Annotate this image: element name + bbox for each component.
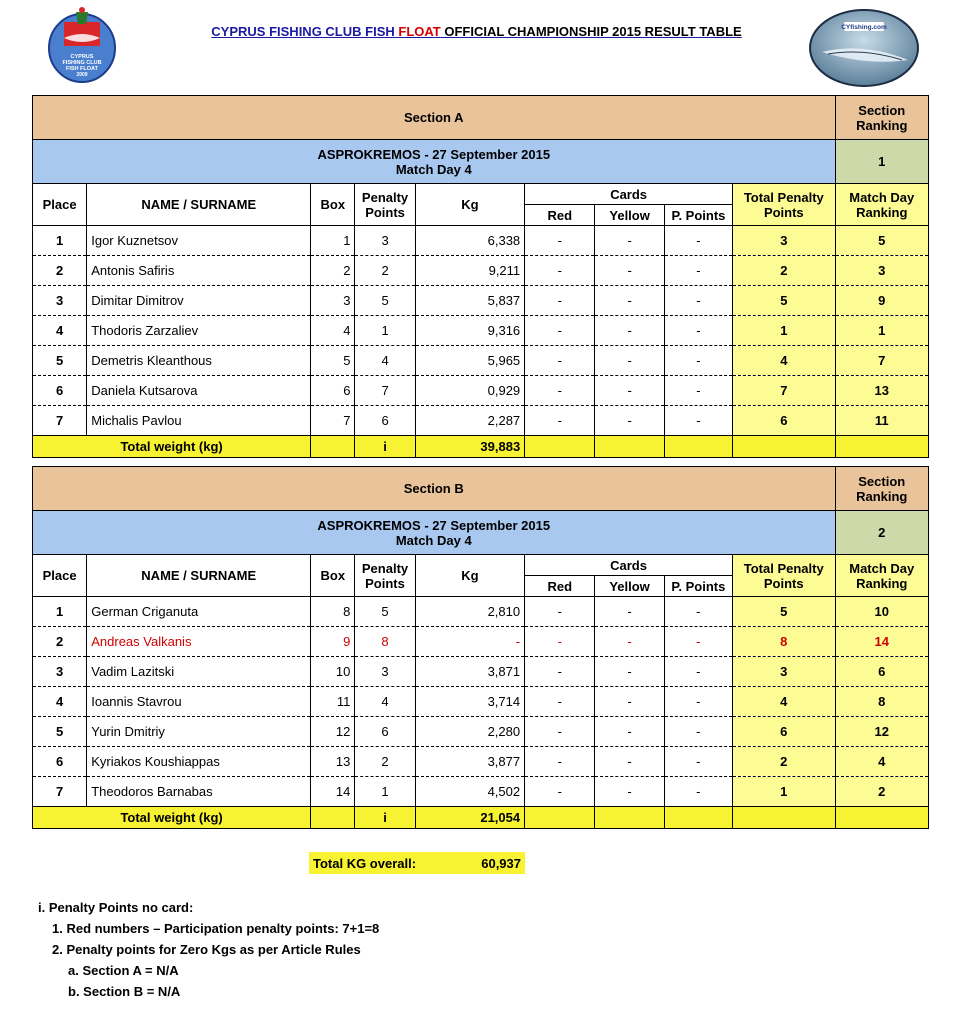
- place: 6: [33, 376, 87, 406]
- total-weight-note: i: [355, 807, 415, 829]
- col-header-yellow: Yellow: [595, 576, 664, 597]
- competitor-name: Thodoris Zarzaliev: [87, 316, 311, 346]
- red-card: -: [525, 747, 595, 777]
- card-points: -: [664, 346, 732, 376]
- place: 1: [33, 226, 87, 256]
- competitor-name: Antonis Safiris: [87, 256, 311, 286]
- red-card: -: [525, 657, 595, 687]
- box-number: 10: [311, 657, 355, 687]
- yellow-card: -: [595, 226, 664, 256]
- competitor-name: Demetris Kleanthous: [87, 346, 311, 376]
- penalty-points: 3: [355, 657, 415, 687]
- col-header-kg: Kg: [415, 555, 524, 597]
- match-day-ranking: 6: [835, 657, 929, 687]
- match-day-ranking: 10: [835, 597, 929, 627]
- box-number: 12: [311, 717, 355, 747]
- total-weight-box: [311, 436, 355, 458]
- card-points: -: [664, 687, 732, 717]
- col-header-name: NAME / SURNAME: [87, 555, 311, 597]
- card-points: -: [664, 256, 732, 286]
- box-number: 8: [311, 597, 355, 627]
- section-table: [32, 466, 929, 829]
- yellow-card: -: [595, 406, 664, 436]
- competitor-name: Yurin Dmitriy: [87, 717, 311, 747]
- total-penalty-points: 2: [733, 747, 836, 777]
- penalty-points: 6: [355, 717, 415, 747]
- red-card: -: [525, 226, 595, 256]
- yellow-card: -: [595, 286, 664, 316]
- table-row: [33, 316, 929, 346]
- total-penalty-points: 4: [733, 687, 836, 717]
- yellow-card: -: [595, 346, 664, 376]
- page-title: CYPRUS FISHING CLUB FISH FLOAT OFFICIAL CHAMPIONSHIP 2015 RESULT TABLE: [211, 24, 742, 39]
- competitor-name: Igor Kuznetsov: [87, 226, 311, 256]
- col-header-cards: Cards: [525, 184, 733, 205]
- total-penalty-points: 1: [733, 777, 836, 807]
- box-number: 1: [311, 226, 355, 256]
- red-card: -: [525, 406, 595, 436]
- box-number: 4: [311, 316, 355, 346]
- match-day-ranking: 8: [835, 687, 929, 717]
- card-points: -: [664, 226, 732, 256]
- total-weight-yellow: [595, 436, 664, 458]
- table-row: [33, 777, 929, 807]
- venue: ASPROKREMOS - 27 September 2015: [317, 146, 551, 162]
- table-row: [33, 687, 929, 717]
- place: 7: [33, 777, 87, 807]
- notes-item: 2. Penalty points for Zero Kgs as per Article Rules: [52, 942, 361, 957]
- notes-subitem: b. Section B = N/A: [68, 984, 181, 999]
- place: 2: [33, 256, 87, 286]
- table-row: [33, 717, 929, 747]
- red-card: -: [525, 316, 595, 346]
- section-ranking-header: Section Ranking: [835, 96, 928, 140]
- table-row: [33, 376, 929, 406]
- col-header-p-points: P. Points: [664, 205, 732, 226]
- col-header-penalty: Penalty Points: [355, 184, 415, 226]
- card-points: -: [664, 717, 732, 747]
- weight-kg: 2,810: [415, 597, 524, 627]
- total-penalty-points: 4: [733, 346, 835, 376]
- red-card: -: [525, 376, 595, 406]
- place: 5: [33, 717, 87, 747]
- place: 2: [33, 627, 87, 657]
- total-kg-overall: [309, 852, 525, 874]
- yellow-card: -: [595, 627, 664, 657]
- match-day-ranking: 1: [835, 316, 928, 346]
- yellow-card: -: [595, 687, 664, 717]
- competitor-name: Daniela Kutsarova: [87, 376, 311, 406]
- total-weight-pp: [664, 436, 732, 458]
- total-penalty-points: 5: [733, 597, 836, 627]
- red-card: -: [525, 627, 595, 657]
- match-day-ranking: 13: [835, 376, 928, 406]
- penalty-points: 2: [355, 747, 415, 777]
- total-weight-box: [311, 807, 355, 829]
- competitor-name: German Criganuta: [87, 597, 311, 627]
- penalty-points: 2: [355, 256, 415, 286]
- svg-text:CYPRUS: CYPRUS: [70, 54, 94, 60]
- match-day-ranking: 2: [835, 777, 929, 807]
- table-row: [33, 406, 929, 436]
- card-points: -: [664, 597, 732, 627]
- col-header-red: Red: [525, 576, 595, 597]
- total-weight-value: 21,054: [415, 807, 524, 829]
- match-day-ranking: 12: [835, 717, 929, 747]
- col-header-cards: Cards: [525, 555, 733, 576]
- red-card: -: [525, 777, 595, 807]
- card-points: -: [664, 777, 732, 807]
- col-header-yellow: Yellow: [595, 205, 664, 226]
- red-card: -: [525, 687, 595, 717]
- weight-kg: 4,502: [415, 777, 524, 807]
- red-card: -: [525, 346, 595, 376]
- competitor-name: Kyriakos Koushiappas: [87, 747, 311, 777]
- box-number: 2: [311, 256, 355, 286]
- box-number: 6: [311, 376, 355, 406]
- yellow-card: -: [595, 376, 664, 406]
- match-day-ranking: 4: [835, 747, 929, 777]
- section-name: Section A: [33, 96, 836, 140]
- red-card: -: [525, 256, 595, 286]
- card-points: -: [664, 316, 732, 346]
- notes-subitem: a. Section A = N/A: [68, 963, 179, 978]
- penalty-points: 7: [355, 376, 415, 406]
- col-header-kg: Kg: [415, 184, 524, 226]
- card-points: -: [664, 406, 732, 436]
- box-number: 14: [311, 777, 355, 807]
- competitor-name: Andreas Valkanis: [87, 627, 311, 657]
- total-weight-red: [525, 807, 595, 829]
- place: 5: [33, 346, 87, 376]
- total-weight-red: [525, 436, 595, 458]
- place: 1: [33, 597, 87, 627]
- yellow-card: -: [595, 777, 664, 807]
- card-points: -: [664, 657, 732, 687]
- col-header-total-penalty: Total Penalty Points: [733, 184, 835, 226]
- competitor-name: Vadim Lazitski: [87, 657, 311, 687]
- total-weight-total: [733, 436, 835, 458]
- weight-kg: 6,338: [415, 226, 524, 256]
- penalty-points: 5: [355, 286, 415, 316]
- svg-text:FISHING CLUB: FISHING CLUB: [62, 60, 102, 66]
- box-number: 7: [311, 406, 355, 436]
- total-penalty-points: 6: [733, 717, 836, 747]
- section-ranking-value: 1: [835, 140, 928, 184]
- yellow-card: -: [595, 597, 664, 627]
- section-table: [32, 95, 929, 458]
- box-number: 11: [311, 687, 355, 717]
- card-points: -: [664, 627, 732, 657]
- total-penalty-points: 3: [733, 226, 835, 256]
- penalty-points: 3: [355, 226, 415, 256]
- penalty-points: 6: [355, 406, 415, 436]
- box-number: 5: [311, 346, 355, 376]
- penalty-points: 4: [355, 346, 415, 376]
- yellow-card: -: [595, 256, 664, 286]
- total-weight-total: [733, 807, 836, 829]
- section-ranking-value: 2: [835, 511, 929, 555]
- col-header-p-points: P. Points: [664, 576, 732, 597]
- total-penalty-points: 6: [733, 406, 835, 436]
- match-day-ranking: 3: [835, 256, 928, 286]
- total-penalty-points: 1: [733, 316, 835, 346]
- weight-kg: 3,871: [415, 657, 524, 687]
- weight-kg: 9,211: [415, 256, 524, 286]
- competitor-name: Ioannis Stavrou: [87, 687, 311, 717]
- match-day: Match Day 4: [395, 161, 472, 177]
- section-name: Section B: [33, 467, 836, 511]
- total-penalty-points: 2: [733, 256, 835, 286]
- col-header-penalty: Penalty Points: [355, 555, 415, 597]
- box-number: 9: [311, 627, 355, 657]
- total-weight-rank: [835, 807, 929, 829]
- total-weight-label: Total weight (kg): [33, 807, 311, 829]
- place: 3: [33, 286, 87, 316]
- place: 7: [33, 406, 87, 436]
- red-card: -: [525, 286, 595, 316]
- match-day-ranking: 9: [835, 286, 928, 316]
- competitor-name: Dimitar Dimitrov: [87, 286, 311, 316]
- red-card: -: [525, 717, 595, 747]
- match-day-ranking: 7: [835, 346, 928, 376]
- red-card: -: [525, 597, 595, 627]
- table-row: [33, 627, 929, 657]
- place: 4: [33, 316, 87, 346]
- yellow-card: -: [595, 316, 664, 346]
- penalty-points: 4: [355, 687, 415, 717]
- total-penalty-points: 8: [733, 627, 836, 657]
- notes: [38, 897, 379, 1002]
- weight-kg: 5,837: [415, 286, 524, 316]
- venue-info: [33, 140, 836, 184]
- card-points: -: [664, 286, 732, 316]
- venue: ASPROKREMOS - 27 September 2015: [317, 517, 551, 533]
- sponsor-logo: [808, 8, 920, 88]
- box-number: 3: [311, 286, 355, 316]
- total-kg-overall-value: 60,937: [481, 856, 521, 871]
- total-kg-overall-label: Total KG overall:: [313, 856, 417, 871]
- weight-kg: 2,287: [415, 406, 524, 436]
- col-header-name: NAME / SURNAME: [87, 184, 311, 226]
- total-weight-value: 39,883: [415, 436, 524, 458]
- col-header-box: Box: [311, 184, 355, 226]
- competitor-name: Michalis Pavlou: [87, 406, 311, 436]
- total-penalty-points: 3: [733, 657, 836, 687]
- col-header-match-day-ranking: Match Day Ranking: [835, 184, 928, 226]
- col-header-match-day-ranking: Match Day Ranking: [835, 555, 929, 597]
- club-logo: [46, 4, 118, 84]
- total-weight-rank: [835, 436, 928, 458]
- weight-kg: 3,714: [415, 687, 524, 717]
- match-day-ranking: 5: [835, 226, 928, 256]
- place: 6: [33, 747, 87, 777]
- place: 4: [33, 687, 87, 717]
- section-ranking-header: Section Ranking: [835, 467, 929, 511]
- col-header-place: Place: [33, 184, 87, 226]
- total-weight-label: Total weight (kg): [33, 436, 311, 458]
- total-weight-yellow: [595, 807, 664, 829]
- table-row: [33, 226, 929, 256]
- yellow-card: -: [595, 657, 664, 687]
- place: 3: [33, 657, 87, 687]
- table-row: [33, 657, 929, 687]
- match-day: Match Day 4: [395, 532, 472, 548]
- card-points: -: [664, 747, 732, 777]
- penalty-points: 8: [355, 627, 415, 657]
- yellow-card: -: [595, 747, 664, 777]
- total-penalty-points: 7: [733, 376, 835, 406]
- match-day-ranking: 14: [835, 627, 929, 657]
- card-points: -: [664, 376, 732, 406]
- weight-kg: 2,280: [415, 717, 524, 747]
- total-penalty-points: 5: [733, 286, 835, 316]
- penalty-points: 1: [355, 777, 415, 807]
- table-row: [33, 286, 929, 316]
- box-number: 13: [311, 747, 355, 777]
- venue-info: [33, 511, 836, 555]
- col-header-place: Place: [33, 555, 87, 597]
- weight-kg: -: [415, 627, 524, 657]
- table-row: [33, 256, 929, 286]
- total-weight-note: i: [355, 436, 415, 458]
- weight-kg: 3,877: [415, 747, 524, 777]
- penalty-points: 1: [355, 316, 415, 346]
- col-header-box: Box: [311, 555, 355, 597]
- weight-kg: 9,316: [415, 316, 524, 346]
- col-header-red: Red: [525, 205, 595, 226]
- svg-text:2009: 2009: [76, 72, 88, 78]
- penalty-points: 5: [355, 597, 415, 627]
- competitor-name: Theodoros Barnabas: [87, 777, 311, 807]
- table-row: [33, 346, 929, 376]
- weight-kg: 5,965: [415, 346, 524, 376]
- table-row: [33, 597, 929, 627]
- col-header-total-penalty: Total Penalty Points: [733, 555, 836, 597]
- match-day-ranking: 11: [835, 406, 928, 436]
- yellow-card: -: [595, 717, 664, 747]
- notes-title: i. Penalty Points no card:: [38, 900, 194, 915]
- total-weight-pp: [664, 807, 732, 829]
- notes-item: 1. Red numbers – Participation penalty points: 7+1=8: [52, 921, 380, 936]
- weight-kg: 0,929: [415, 376, 524, 406]
- table-row: [33, 747, 929, 777]
- svg-text:CYfishing.com: CYfishing.com: [841, 24, 887, 31]
- svg-text:FISH FLOAT: FISH FLOAT: [66, 66, 98, 72]
